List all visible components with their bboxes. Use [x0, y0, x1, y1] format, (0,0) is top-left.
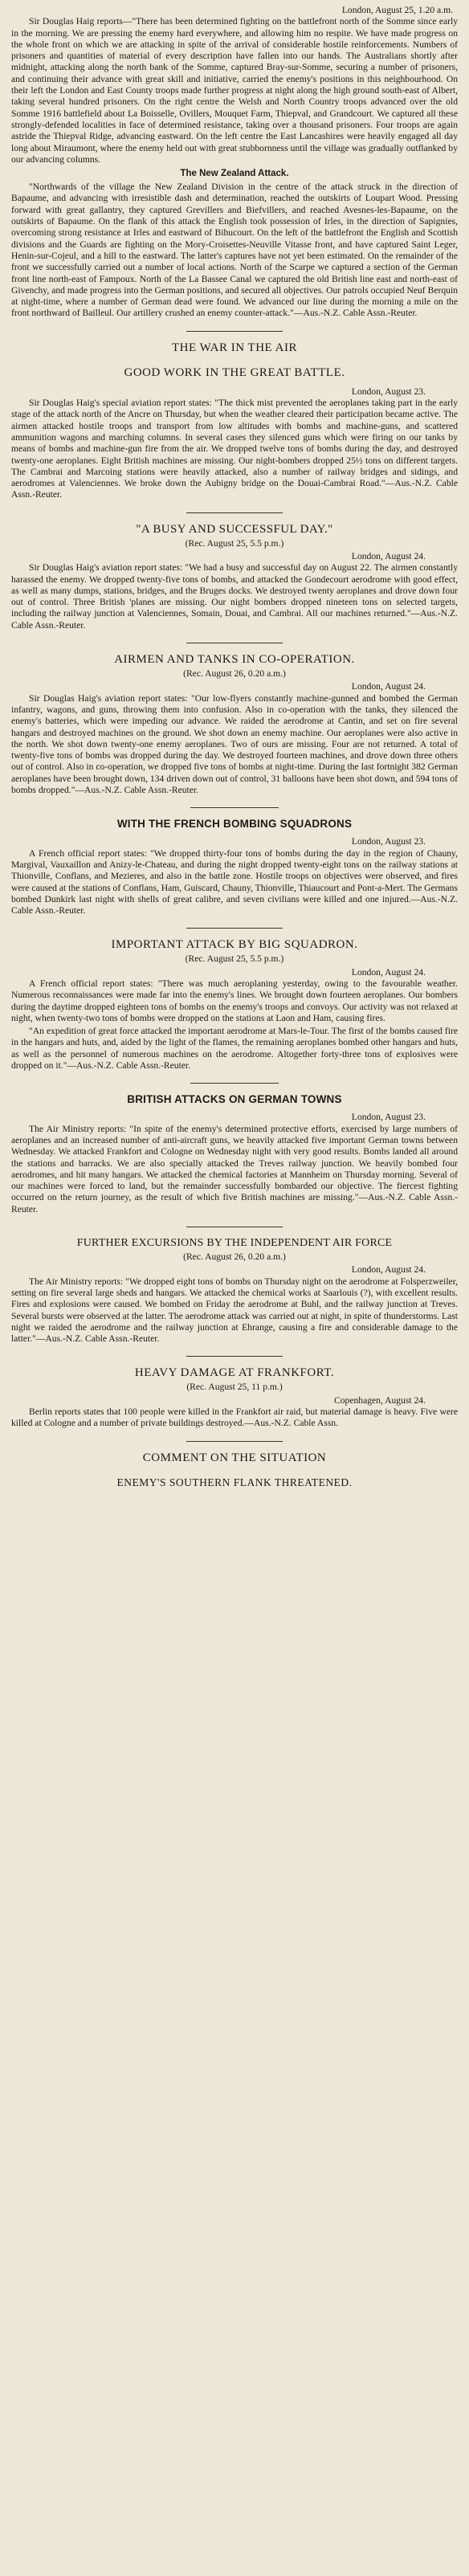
article-headline: "A BUSY AND SUCCESSFUL DAY.": [136, 522, 333, 536]
dateline: London, August 24.: [351, 966, 426, 978]
dateline: London, August 23.: [351, 1112, 426, 1123]
article-headline: WITH THE FRENCH BOMBING SQUADRONS: [116, 818, 353, 831]
article-airmen-tanks: [11, 653, 458, 796]
article-somme-battle: [11, 5, 458, 165]
article-body: "An expedition of great force attacked the important aerodrome at Mars-le-Tour. The first of the bombs caused fire in the hangars and huts, and, aided by the light of the flames, the remaining aeroplanes bombed other hangars and huts, as well as the personnel of numerous machines on the aerodrome. Altogether forty-three tons of explosives were dropped on it."—Aus.-N.Z. Cable Assn.-Reuter.: [11, 1026, 458, 1072]
divider-rule: [186, 331, 283, 332]
article-body: A French official report states: "There was much aeroplaning yesterday, owing to the favourable weather. Numerous reconnaissances were made far into the enemy's lines. We brought down fourteen aeroplanes. Our bombers during the daytime dropped eighteen tons of bombs on the enemy's troops and convoys. Our activity was not relaxed at night, when twenty-two tons of bombs were dropped on the stations at Laon and Ham, causing fires.: [11, 978, 458, 1023]
article-subheadline: GOOD WORK IN THE GREAT BATTLE.: [124, 365, 345, 379]
received-time: (Rec. August 25, 5.5 p.m.): [185, 537, 284, 549]
article-subheadline: ENEMY'S SOUTHERN FLANK THREATENED.: [116, 1476, 353, 1488]
divider-rule: [186, 928, 283, 929]
article-headline: FURTHER EXCURSIONS BY THE INDEPENDENT AIR FORCE: [76, 1237, 393, 1250]
dateline: Copenhagen, August 24.: [334, 1394, 426, 1406]
article-body: The Air Ministry reports: "We dropped eight tons of bombs on Thursday night on the aerodrome at Folsperzweiler, setting on fire several large sheds and hangars. We attacked the chemical works at Saarlouis (?), with excellent results. Fires and explosions were caused. We bombed on Friday the aerodrome at Buhl, and the railway junction at Treves. Several bursts were observed at the latter. The aerodrome attack was carried out at night, in spite of thunderstorms. Last night we raided the aerodrome and the railway junction at Ehrange, causing a fire and considerable damage to the latter."—Aus.-N.Z. Cable Assn.-Reuter.: [11, 1276, 458, 1345]
article-headline: HEAVY DAMAGE AT FRANKFORT.: [134, 1366, 335, 1380]
article-headline: BRITISH ATTACKS ON GERMAN TOWNS: [127, 1093, 342, 1106]
article-german-towns: [11, 1093, 458, 1215]
dateline: London, August 24.: [351, 681, 426, 692]
received-time: (Rec. August 25, 11 p.m.): [186, 1382, 283, 1393]
article-headline: THE WAR IN THE AIR: [172, 341, 297, 354]
article-war-in-the-air: [11, 341, 458, 501]
article-body: Berlin reports states that 100 people were killed in the Frankfort air raid, but material damage is heavy. Five were killed at Cologne and a number of private buildings destroyed.—Aus.-N.Z. Cable Assn.: [11, 1406, 458, 1429]
divider-rule: [186, 1356, 283, 1357]
article-french-bombing: [11, 818, 458, 917]
dateline: London, August 24.: [351, 550, 426, 561]
article-body: Sir Douglas Haig reports—"There has been determined fighting on the battlefront north of the Somme since early in the morning. We are pressing the enemy hard everywhere, and allowing him no respite. We have made progress on the whole front on which we are attacking in spite of the arrival of considerable hostile reinforcements. Numbers of prisoners and quantities of material of every description have fallen into our hands. The Australians shortly after midnight, attacking along the north bank of the Somme, captured Bray-sur-Somme, securing a number of prisoners, and continuing their advance with great skill and initiative, carried the enemy's positions in this neighbourhood. On their left the London and East County troops made further progress at night along the high ground south-east of Albert, taking several hundred prisoners. On the right centre the Welsh and North Country troops advanced over the old Somme 1916 battlefield about La Boisselle, Ovillers, Mouquet Farm, Thiepval, and Grandcourt. We captured all these strongly-defended localities in face of determined resistance, taking over a thousand prisoners. Four troops are again astride the Thiepval Ridge, advancing eastward. On the left centre the East Lancashires were heavily engaged all day long about Miraumont, where the enemy held out with great stubbornness until the village was gradually outflanked by our advancing columns.: [11, 16, 458, 165]
article-headline: AIRMEN AND TANKS IN CO-OPERATION.: [114, 653, 355, 667]
dateline: London, August 23.: [351, 836, 426, 847]
article-body: The Air Ministry reports: "In spite of the enemy's determined protective efforts, exercised by large numbers of aeroplanes and an increased number of anti-aircraft guns, we heavily attacked five important German towns between Wednesday. We attacked Frankfort and Cologne on Wednesday night with very good results. Bombs landed all around the stations and barracks. We are also specially attacked the Treves railway junction. We heavily bombed four aerodromes, and hit many hangars. We attacked the chemical factories at Mannheim on Thursday morning. Several of our machines were forced to land, but the remainder successfully bombarded our objective. The fiercest fighting occurred on the return journey, as the result of which five British machines are missing."—Aus.-N.Z. Cable Assn.-Reuter.: [11, 1123, 458, 1215]
article-headline: IMPORTANT ATTACK BY BIG SQUADRON.: [111, 938, 358, 952]
divider-rule: [186, 512, 283, 513]
received-time: (Rec. August 26, 0.20 a.m.): [183, 1251, 286, 1263]
article-body: A French official report states: "We dropped thirty-four tons of bombs during the day in the region of Chauny, Margival, Vauxaillon and Anizy-le-Chateau, and during the night dropped twenty-eight tons on the railway stations at Thionville, Conflans, and Mezieres, and also in the battle zone. Hostile troops on objectives were observed, and fires were caused at the stations of Conflans, Ham, Guiscard, Chauny, Thionville, Thiaucourt and Pont-a-Mert. The Germans bombed Dunkirk last night with shells of great calibre, and seven civilians were killed and one injured.—Aus.-N.Z. Cable Assn.-Reuter.: [11, 847, 458, 917]
article-comment: [11, 1451, 458, 1489]
received-time: (Rec. August 25, 5.5 p.m.): [185, 953, 284, 965]
dateline: London, August 23.: [351, 386, 426, 397]
divider-rule: [186, 1441, 283, 1442]
article-frankfort: [11, 1366, 458, 1429]
article-body: "Northwards of the village the New Zealand Division in the centre of the attack struck in the direction of Bapaume, and advancing with irresistible dash and determination, reached the outskirts of Loupart Wood. Pressing forward with great gallantry, they captured Grevillers and Biefvillers, and reached Avesnes-les-Bapaume, on the outskirts of Bapaume. On the flank of this attack the English took possession of Irles, in the direction of Sapignies, overcoming strong resistance at Irles and eastward of Bihucourt. On the left of the battlefront the English and Scottish divisions and the Guards are fighting on the Mory-Croisettes-Neuville Vitasse front, and have captured Saint Leger, Henin-sur-Cojeul, and a hill to the eastward. The latter's captures have not yet been estimated. On the remainder of the front we successfully carried out a number of local actions. North of the Scarpe we captured a section of the German front line north-east of Fampoux. North of the La Bassee Canal we captured the old British line east and north-east of Givenchy, and made progress into the German positions, and secured all objectives. Our patrols occupied Neuf Berquin at night-time, where a number of German dead were found. We advanced our line during the morning a mile on the front northward of Bailleul. Our artillery crushed an enemy counter-attack."—Aus.-N.Z. Cable Assn.-Reuter.: [11, 182, 458, 319]
divider-rule: [190, 807, 279, 808]
received-time: (Rec. August 26, 0.20 a.m.): [183, 668, 286, 680]
article-busy-day: [11, 523, 458, 631]
article-body: Sir Douglas Haig's special aviation report states: "The thick mist prevented the aeroplanes taking part in the early stage of the attack north of the Ancre on Thursday, but when the weather cleared their participation became active. The airmen attacked hostile troops and transport from low altitudes with bombs and machine-guns, and scattered ammunition wagons and marching columns. In several cases they silenced guns which were firing on our tanks by means of bombs and machine-gun fire from the air. We dropped twelve tons of bombs during the day, and destroyed twenty-one aeroplanes. Eight British machines are missing. Our night-bombers dropped 25½ tons on different targets. The Cambrai and Marcoing stations were heavily attacked, also a number of railway bridges and sidings, and aerodromes at Valenciennes. We broke down the Aubigny bridge on the Douai-Cambrai Road."—Aus.-N.Z. Cable Assn.-Reuter.: [11, 398, 458, 500]
divider-rule: [190, 1083, 279, 1084]
article-big-squadron: [11, 938, 458, 1072]
section-new-zealand-attack: [11, 169, 458, 320]
article-body: Sir Douglas Haig's aviation report states: "Our low-flyers constantly machine-gunned and bombed the German infantry, wagons, and guns, throwing them into confusion. Also in co-operation with the tanks, they silenced the enemy's batteries, which were impeding our advance. We raided the aerodrome at Cantin, and set on fire several hangars and destroyed machines on the ground. We shot down an enemy machine. Our aeroplanes were also active in the north. We shot down twenty-one enemy aeroplanes. Two of ours are missing. Four are not returned. A total of twenty-five tons of bombs was dropped during the day. We destroyed fourteen machines, and drove down three others out of control. Also in co-operation, we dropped five tons of bombs at night-time. During the last fortnight 382 German aeroplanes have been brought down, 134 driven down out of control, 31 balloons have been shot down, and 594 tons of bombs dropped."—Aus.-N.Z. Cable Assn.-Reuter.: [11, 692, 458, 796]
section-heading: The New Zealand Attack.: [180, 169, 289, 179]
article-headline: COMMENT ON THE SITUATION: [142, 1451, 327, 1464]
dateline: London, August 25, 1.20 a.m.: [341, 5, 453, 15]
article-independent-air-force: [11, 1237, 458, 1345]
dateline: London, August 24.: [351, 1264, 426, 1276]
article-body: Sir Douglas Haig's aviation report states: "We had a busy and successful day on August 22. The airmen constantly harassed the enemy. We dropped twenty-five tons of bombs, and attacked the Gondecourt aerodrome with good effect, as well as many dumps, stations, bridges, and the Bruges docks. We destroyed twenty aeroplanes and drove down four out of control. Three British 'planes are missing. Our night bombers dropped nineteen tons on selected targets, including the railway junction at Valenciennes, Somain, Douai, and Cambrai. All our machines returned."—Aus.-N.Z. Cable Assn.-Reuter.: [11, 562, 458, 631]
